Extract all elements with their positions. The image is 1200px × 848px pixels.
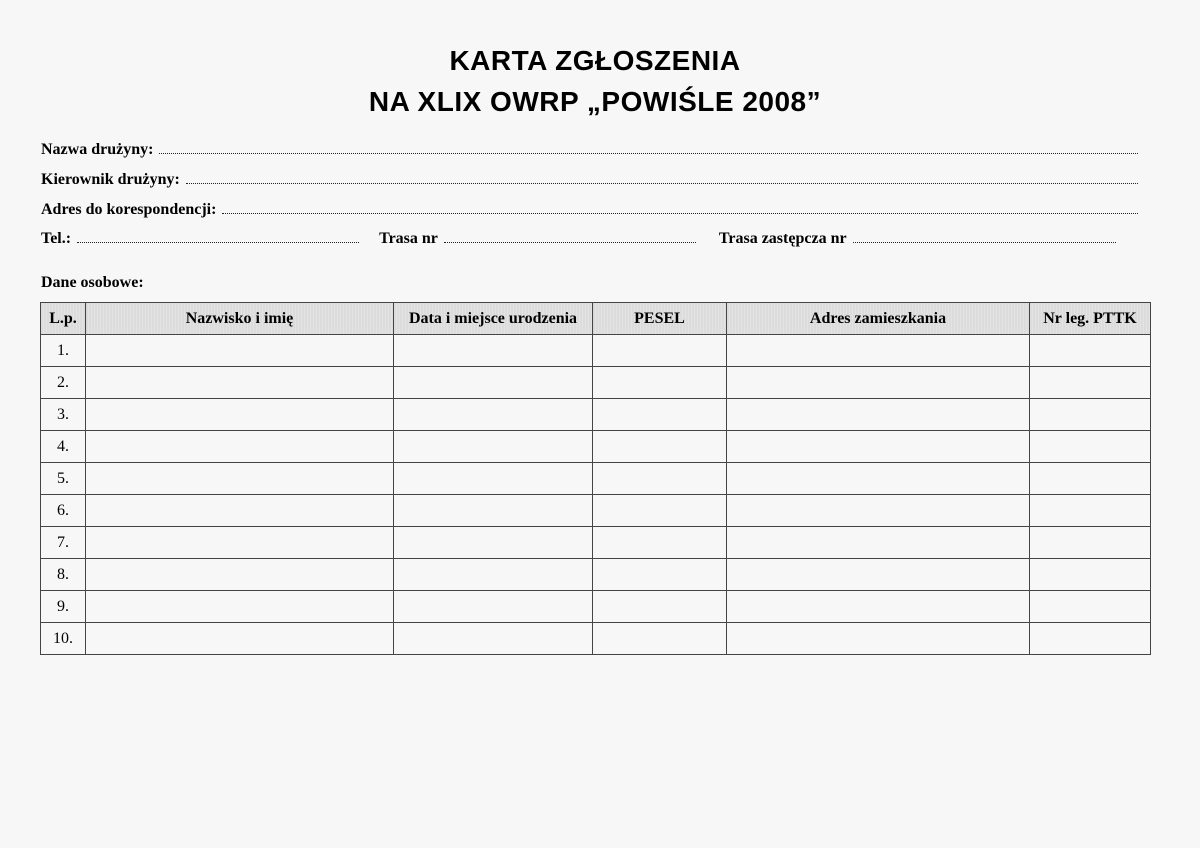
team-leader-field[interactable] xyxy=(186,169,1138,184)
col-header-pesel: PESEL xyxy=(593,303,727,335)
pttk-cell[interactable] xyxy=(1030,527,1151,559)
address-cell[interactable] xyxy=(727,559,1030,591)
form-subtitle: NA XLIX OWRP „POWIŚLE 2008” xyxy=(368,86,822,117)
address-cell[interactable] xyxy=(727,431,1030,463)
team-leader-label: Kierownik drużyny: xyxy=(41,171,180,188)
name-cell[interactable] xyxy=(86,431,394,463)
name-cell[interactable] xyxy=(86,495,394,527)
tel-label: Tel.: xyxy=(41,230,72,247)
pttk-cell[interactable] xyxy=(1030,399,1151,431)
address-cell[interactable] xyxy=(727,463,1030,495)
col-header-pttk: Nr leg. PTTK xyxy=(1030,303,1151,335)
form-title: KARTA ZGŁOSZENIA xyxy=(449,45,741,76)
name-cell[interactable] xyxy=(86,335,394,367)
team-leader-row xyxy=(41,169,1138,191)
birth-cell[interactable] xyxy=(394,367,593,399)
birth-cell[interactable] xyxy=(394,431,593,463)
col-header-address: Adres zamieszkania xyxy=(727,303,1030,335)
row-number: 10. xyxy=(41,623,86,655)
table-row xyxy=(41,335,1151,367)
pttk-cell[interactable] xyxy=(1030,463,1151,495)
address-cell[interactable] xyxy=(727,623,1030,655)
team-name-row xyxy=(41,139,1138,161)
table-row xyxy=(41,495,1151,527)
pesel-cell[interactable] xyxy=(593,527,727,559)
address-cell[interactable] xyxy=(727,527,1030,559)
pesel-cell[interactable] xyxy=(593,463,727,495)
row-number: 5. xyxy=(41,463,86,495)
contact-row xyxy=(41,228,1138,250)
col-header-lp: L.p. xyxy=(41,303,86,335)
name-cell[interactable] xyxy=(86,463,394,495)
pttk-cell[interactable] xyxy=(1030,559,1151,591)
birth-cell[interactable] xyxy=(394,463,593,495)
row-number: 9. xyxy=(41,591,86,623)
pesel-cell[interactable] xyxy=(593,623,727,655)
pesel-cell[interactable] xyxy=(593,559,727,591)
pesel-cell[interactable] xyxy=(593,367,727,399)
name-cell[interactable] xyxy=(86,367,394,399)
table-row xyxy=(41,623,1151,655)
address-row xyxy=(41,199,1138,221)
col-header-birth: Data i miejsce urodzenia xyxy=(394,303,593,335)
table-row xyxy=(41,559,1151,591)
route-label: Trasa nr xyxy=(379,230,438,247)
row-number: 3. xyxy=(41,399,86,431)
address-cell[interactable] xyxy=(727,335,1030,367)
address-label: Adres do korespondencji: xyxy=(41,201,217,218)
birth-cell[interactable] xyxy=(394,399,593,431)
row-number: 1. xyxy=(41,335,86,367)
address-cell[interactable] xyxy=(727,591,1030,623)
pttk-cell[interactable] xyxy=(1030,591,1151,623)
team-name-field[interactable] xyxy=(159,139,1138,154)
table-row xyxy=(41,399,1151,431)
pttk-cell[interactable] xyxy=(1030,623,1151,655)
row-number: 4. xyxy=(41,431,86,463)
address-cell[interactable] xyxy=(727,367,1030,399)
alt-route-label: Trasa zastępcza nr xyxy=(718,230,847,247)
pesel-cell[interactable] xyxy=(593,591,727,623)
col-header-name: Nazwisko i imię xyxy=(86,303,394,335)
row-number: 6. xyxy=(41,495,86,527)
tel-field[interactable] xyxy=(77,228,359,243)
team-name-label: Nazwa drużyny: xyxy=(41,141,154,158)
row-number: 8. xyxy=(41,559,86,591)
name-cell[interactable] xyxy=(86,623,394,655)
table-row xyxy=(41,527,1151,559)
address-cell[interactable] xyxy=(727,495,1030,527)
name-cell[interactable] xyxy=(86,559,394,591)
birth-cell[interactable] xyxy=(394,335,593,367)
alt-route-field[interactable] xyxy=(853,228,1116,243)
pesel-cell[interactable] xyxy=(593,335,727,367)
row-number: 7. xyxy=(41,527,86,559)
table-header-row xyxy=(41,303,1151,335)
birth-cell[interactable] xyxy=(394,495,593,527)
pesel-cell[interactable] xyxy=(593,399,727,431)
birth-cell[interactable] xyxy=(394,559,593,591)
row-number: 2. xyxy=(41,367,86,399)
table-row xyxy=(41,367,1151,399)
table-row xyxy=(41,431,1151,463)
section-label: Dane osobowe: xyxy=(41,274,144,291)
table-row xyxy=(41,591,1151,623)
birth-cell[interactable] xyxy=(394,591,593,623)
route-field[interactable] xyxy=(444,228,696,243)
birth-cell[interactable] xyxy=(394,623,593,655)
birth-cell[interactable] xyxy=(394,527,593,559)
pesel-cell[interactable] xyxy=(593,495,727,527)
address-field[interactable] xyxy=(222,199,1138,214)
pttk-cell[interactable] xyxy=(1030,431,1151,463)
pttk-cell[interactable] xyxy=(1030,495,1151,527)
name-cell[interactable] xyxy=(86,591,394,623)
table-row xyxy=(41,463,1151,495)
pttk-cell[interactable] xyxy=(1030,367,1151,399)
pttk-cell[interactable] xyxy=(1030,335,1151,367)
name-cell[interactable] xyxy=(86,399,394,431)
address-cell[interactable] xyxy=(727,399,1030,431)
name-cell[interactable] xyxy=(86,527,394,559)
pesel-cell[interactable] xyxy=(593,431,727,463)
personal-data-table xyxy=(40,302,1151,655)
